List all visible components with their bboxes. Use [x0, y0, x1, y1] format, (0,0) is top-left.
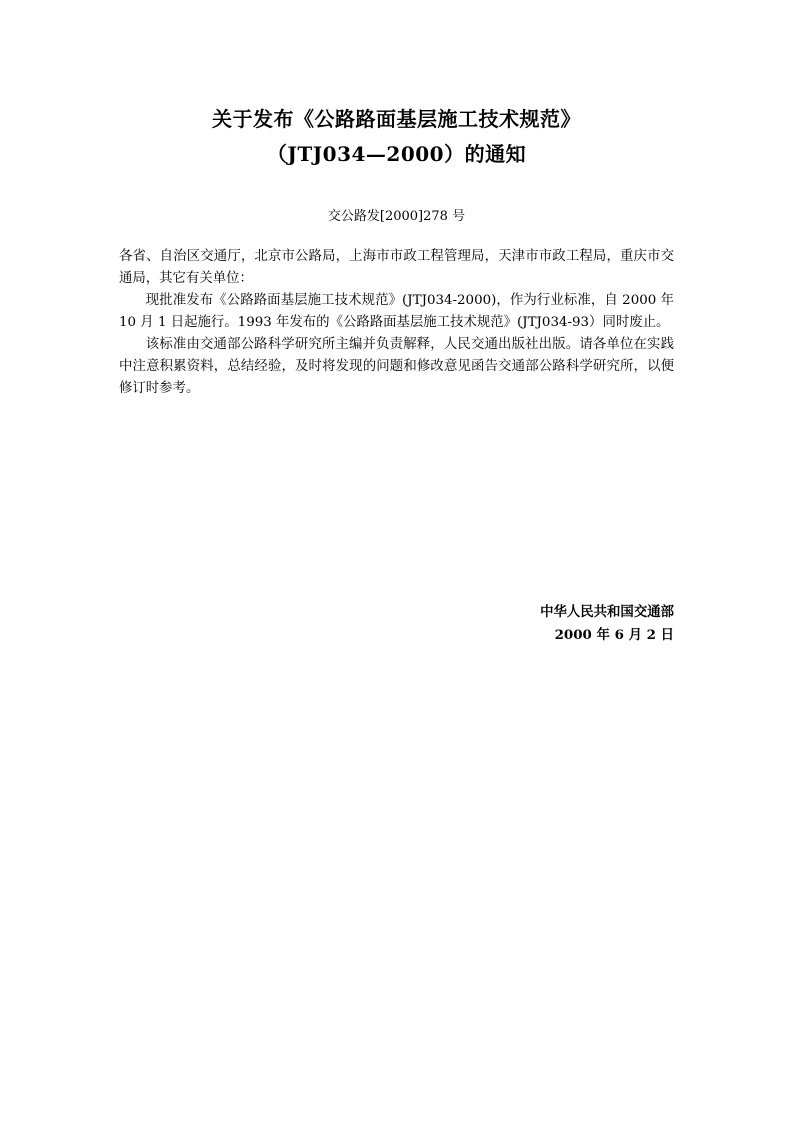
- signature-organization: 中华人民共和国交通部: [540, 604, 674, 620]
- signature-date: 2000 年 6 月 2 日: [554, 627, 674, 643]
- document-number: 交公路发[2000]278 号: [327, 209, 466, 224]
- notice-title-line-1: 关于发布《公路路面基层施工技术规范》: [212, 107, 581, 131]
- notice-title-line-2: （JTJ034—2000）的通知: [266, 142, 527, 166]
- approval-paragraph: 现批准发布《公路路面基层施工技术规范》(JTJ034-2000)，作为行业标准，自 2000 年 10 月 1 日起施行。1993 年发布的《公路路面基层施工技术规范》(JTJ034-93）同时废止。: [119, 293, 674, 330]
- editor-paragraph: 该标准由交通部公路科学研究所主编并负责解释，人民交通出版社出版。请各单位在实践中注意积累资料，总结经验，及时将发现的问题和修改意见函告交通部公路科学研究所，以便修订时参考。: [119, 337, 674, 396]
- notice-body: [119, 246, 674, 400]
- addressees-paragraph: 各省、自治区交通厅，北京市公路局，上海市市政工程管理局，天津市市政工程局，重庆市交通局，其它有关单位：: [119, 249, 674, 286]
